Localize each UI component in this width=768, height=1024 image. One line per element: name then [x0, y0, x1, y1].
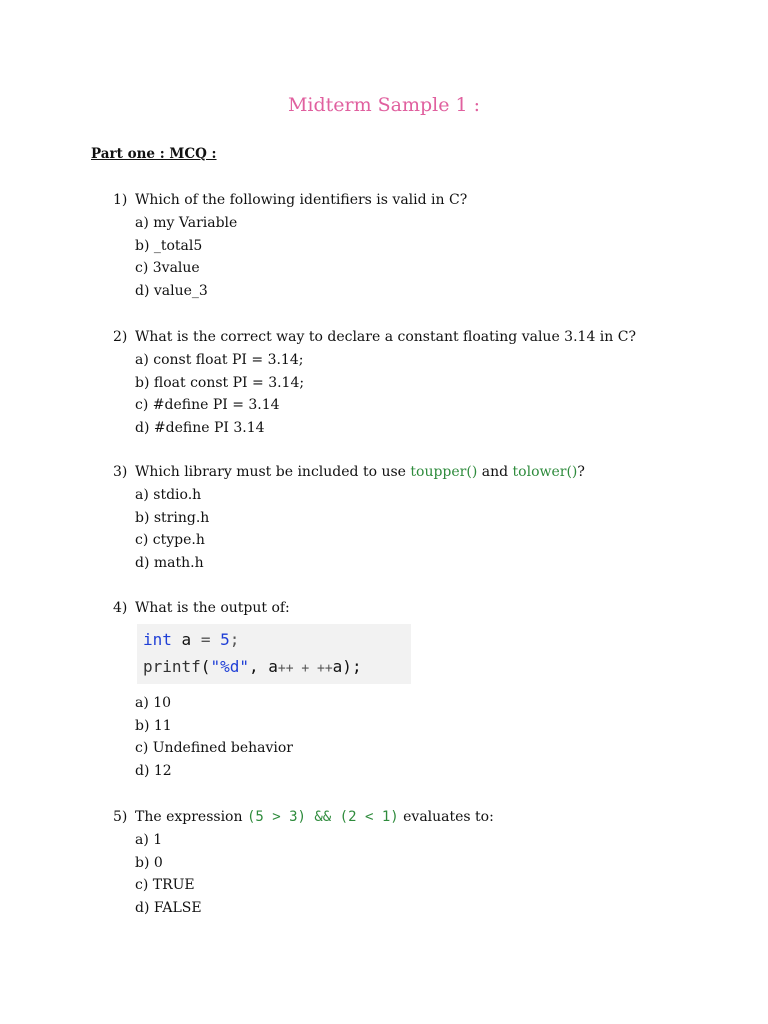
function-name: toupper() [410, 464, 478, 480]
option: d) FALSE [135, 900, 202, 917]
question-text: and [477, 464, 513, 480]
option: a) stdio.h [135, 486, 202, 503]
option: a) 1 [135, 831, 163, 848]
option: c) Undefined behavior [135, 740, 293, 757]
code-block [137, 624, 411, 684]
question-text: The expression [135, 809, 247, 825]
option: b) 0 [135, 854, 163, 871]
question-number: 5) [113, 809, 128, 825]
question-stem [113, 597, 411, 620]
question-1 [113, 189, 467, 303]
code-keyword: int [143, 629, 172, 649]
question-number: 1) [113, 192, 128, 208]
code-identifier: , a [248, 656, 278, 676]
option: c) TRUE [135, 877, 195, 894]
question-3 [113, 461, 585, 575]
question-stem [113, 806, 494, 829]
option: b) string.h [135, 509, 210, 526]
code-line [143, 653, 405, 682]
question-5 [113, 806, 494, 920]
code-punct: ; [229, 629, 240, 649]
code-string: "%d" [210, 656, 249, 676]
code-punct: ( [200, 656, 211, 676]
option: c) 3value [135, 260, 200, 277]
option: d) #define PI 3.14 [135, 420, 265, 437]
option: a) my Variable [135, 214, 238, 231]
question-stem [113, 189, 467, 212]
option: a) 10 [135, 694, 172, 711]
question-number: 3) [113, 464, 128, 480]
question-2 [113, 326, 636, 440]
question-number: 4) [113, 600, 128, 616]
option: d) math.h [135, 555, 204, 572]
question-text: What is the output of: [135, 600, 290, 616]
question-text: Which library must be included to use [135, 464, 411, 480]
code-identifier: a); [332, 656, 362, 676]
option: a) const float PI = 3.14; [135, 351, 304, 368]
question-number: 2) [113, 329, 128, 345]
code-number: 5 [210, 629, 230, 649]
code-operator: = [200, 629, 211, 649]
code-line [143, 626, 405, 653]
option: c) #define PI = 3.14 [135, 397, 280, 414]
option: c) ctype.h [135, 532, 205, 549]
code-identifier: a [171, 629, 201, 649]
code-function: printf [143, 656, 201, 676]
option: b) 11 [135, 717, 172, 734]
option: b) float const PI = 3.14; [135, 374, 305, 391]
question-stem [113, 461, 585, 484]
question-stem [113, 326, 636, 349]
question-text: evaluates to: [398, 809, 494, 825]
code-operator: ++ + ++ [277, 660, 333, 676]
option: d) 12 [135, 763, 172, 780]
function-name: tolower() [512, 464, 578, 480]
option: b) _total5 [135, 237, 203, 254]
page-title: Midterm Sample 1 : [287, 94, 481, 116]
question-text: ? [577, 464, 585, 480]
question-4 [113, 597, 411, 783]
option: d) value_3 [135, 283, 208, 300]
part-heading: Part one : MCQ : [91, 146, 217, 162]
expression-code: (5 > 3) && (2 < 1) [246, 809, 399, 825]
question-text: What is the correct way to declare a constant floating value 3.14 in C? [135, 329, 636, 345]
question-text: Which of the following identifiers is valid in C? [135, 192, 468, 208]
